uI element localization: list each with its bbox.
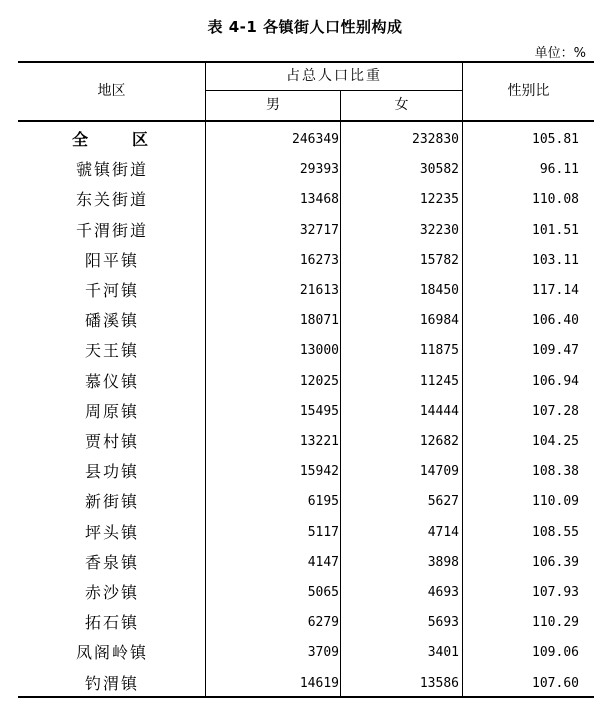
- female-cell: 3898: [427, 554, 459, 570]
- region-cell: 钓渭镇: [84, 673, 139, 693]
- unit-label: 单位：%: [534, 46, 586, 61]
- sex-ratio-cell: 108.55: [532, 524, 579, 540]
- table-row: [18, 185, 594, 215]
- male-cell: 12025: [299, 373, 339, 389]
- sex-ratio-cell: 103.11: [532, 252, 579, 268]
- female-cell: 15782: [419, 252, 459, 268]
- region-cell: 磻溪镇: [84, 311, 139, 331]
- male-cell: 21613: [299, 283, 339, 298]
- region-cell: 慕仪镇: [84, 371, 139, 391]
- table-row: [18, 578, 594, 608]
- region-cell: 凤阁岭镇: [75, 643, 148, 663]
- female-cell: 4693: [427, 585, 459, 600]
- male-cell: 29393: [299, 162, 339, 178]
- region-cell: 香泉镇: [84, 552, 139, 572]
- female-cell: 30582: [419, 162, 459, 178]
- male-cell: 5117: [307, 524, 339, 540]
- male-cell: 6195: [307, 494, 339, 510]
- male-cell: 14619: [299, 675, 339, 691]
- female-cell: 3401: [427, 645, 459, 661]
- table-row: [18, 367, 594, 397]
- female-cell: 12235: [419, 192, 459, 208]
- male-cell: 32717: [299, 222, 339, 238]
- male-cell: 6279: [307, 615, 339, 631]
- sex-ratio-cell: 107.60: [532, 675, 579, 691]
- table-row: [18, 155, 594, 185]
- sex-ratio-cell: 107.28: [532, 403, 579, 419]
- region-cell: 虢镇街道: [75, 160, 148, 180]
- female-cell: 16984: [419, 313, 459, 329]
- male-cell: 5065: [307, 585, 339, 600]
- region-cell: 贾村镇: [84, 432, 139, 451]
- table-row: [18, 276, 594, 306]
- sex-ratio-cell: 105.81: [532, 132, 579, 147]
- male-cell: 13468: [299, 192, 339, 208]
- sex-ratio-cell: 110.08: [532, 192, 579, 208]
- sex-ratio-cell: 101.51: [532, 222, 579, 238]
- region-cell: 赤沙镇: [84, 583, 139, 602]
- sex-ratio-cell: 110.09: [532, 494, 579, 510]
- sex-ratio-cell: 117.14: [532, 283, 579, 298]
- sex-ratio-cell: 106.40: [532, 313, 579, 329]
- female-cell: 11245: [419, 373, 459, 389]
- sex-ratio-cell: 109.47: [532, 343, 579, 359]
- female-cell: 5627: [427, 494, 459, 510]
- header-share-group: 占总人口比重: [286, 68, 382, 84]
- region-cell: 新街镇: [84, 492, 139, 512]
- male-cell: 15495: [299, 403, 339, 419]
- region-cell: 全 区: [71, 130, 162, 149]
- sex-ratio-cell: 106.39: [532, 554, 579, 570]
- female-cell: 14709: [419, 464, 459, 480]
- region-cell: 周原镇: [84, 401, 139, 421]
- female-cell: 232830: [412, 132, 459, 147]
- header-rule: [18, 120, 594, 122]
- header-male: 男: [266, 97, 280, 113]
- sex-ratio-cell: 96.11: [539, 162, 579, 178]
- table-row-total: [18, 125, 594, 155]
- region-cell: 天王镇: [84, 341, 139, 361]
- sex-ratio-cell: 106.94: [532, 373, 579, 389]
- table-row: [18, 306, 594, 336]
- header-female: 女: [394, 97, 409, 113]
- female-cell: 32230: [419, 222, 459, 238]
- male-cell: 246349: [292, 132, 339, 147]
- female-cell: 5693: [427, 615, 459, 631]
- region-cell: 阳平镇: [84, 250, 139, 270]
- sex-ratio-cell: 110.29: [532, 615, 579, 631]
- table-row: [18, 427, 594, 457]
- female-cell: 12682: [419, 434, 459, 449]
- male-cell: 13221: [299, 434, 339, 449]
- region-cell: 拓石镇: [84, 613, 139, 633]
- sex-ratio-cell: 104.25: [532, 434, 579, 449]
- male-cell: 18071: [299, 313, 339, 329]
- table-row: [18, 246, 594, 276]
- table-row: [18, 216, 594, 246]
- sex-ratio-cell: 108.38: [532, 464, 579, 480]
- sex-ratio-cell: 109.06: [532, 645, 579, 661]
- table-row: [18, 669, 594, 699]
- male-cell: 15942: [299, 464, 339, 480]
- male-cell: 3709: [307, 645, 339, 661]
- region-cell: 千渭街道: [75, 220, 148, 240]
- table-row: [18, 518, 594, 548]
- region-cell: 坪头镇: [84, 522, 139, 542]
- table-row: [18, 638, 594, 668]
- region-cell: 千河镇: [84, 281, 139, 300]
- region-cell: 东关街道: [75, 190, 148, 210]
- table-row: [18, 608, 594, 638]
- table-row: [18, 487, 594, 517]
- male-cell: 16273: [299, 252, 339, 268]
- female-cell: 14444: [419, 403, 459, 419]
- region-cell: 县功镇: [84, 462, 139, 482]
- table-row: [18, 457, 594, 487]
- table-row: [18, 336, 594, 366]
- female-cell: 18450: [419, 283, 459, 298]
- female-cell: 11875: [419, 343, 459, 359]
- female-cell: 4714: [427, 524, 459, 540]
- table-title: 表 4-1 各镇街人口性别构成: [207, 18, 403, 36]
- header-sex-ratio: 性别比: [507, 83, 550, 99]
- table-row: [18, 548, 594, 578]
- header-region: 地区: [97, 83, 126, 99]
- male-cell: 13000: [299, 343, 339, 359]
- table-row: [18, 397, 594, 427]
- sex-ratio-cell: 107.93: [532, 585, 579, 600]
- male-cell: 4147: [307, 554, 339, 570]
- female-cell: 13586: [419, 675, 459, 691]
